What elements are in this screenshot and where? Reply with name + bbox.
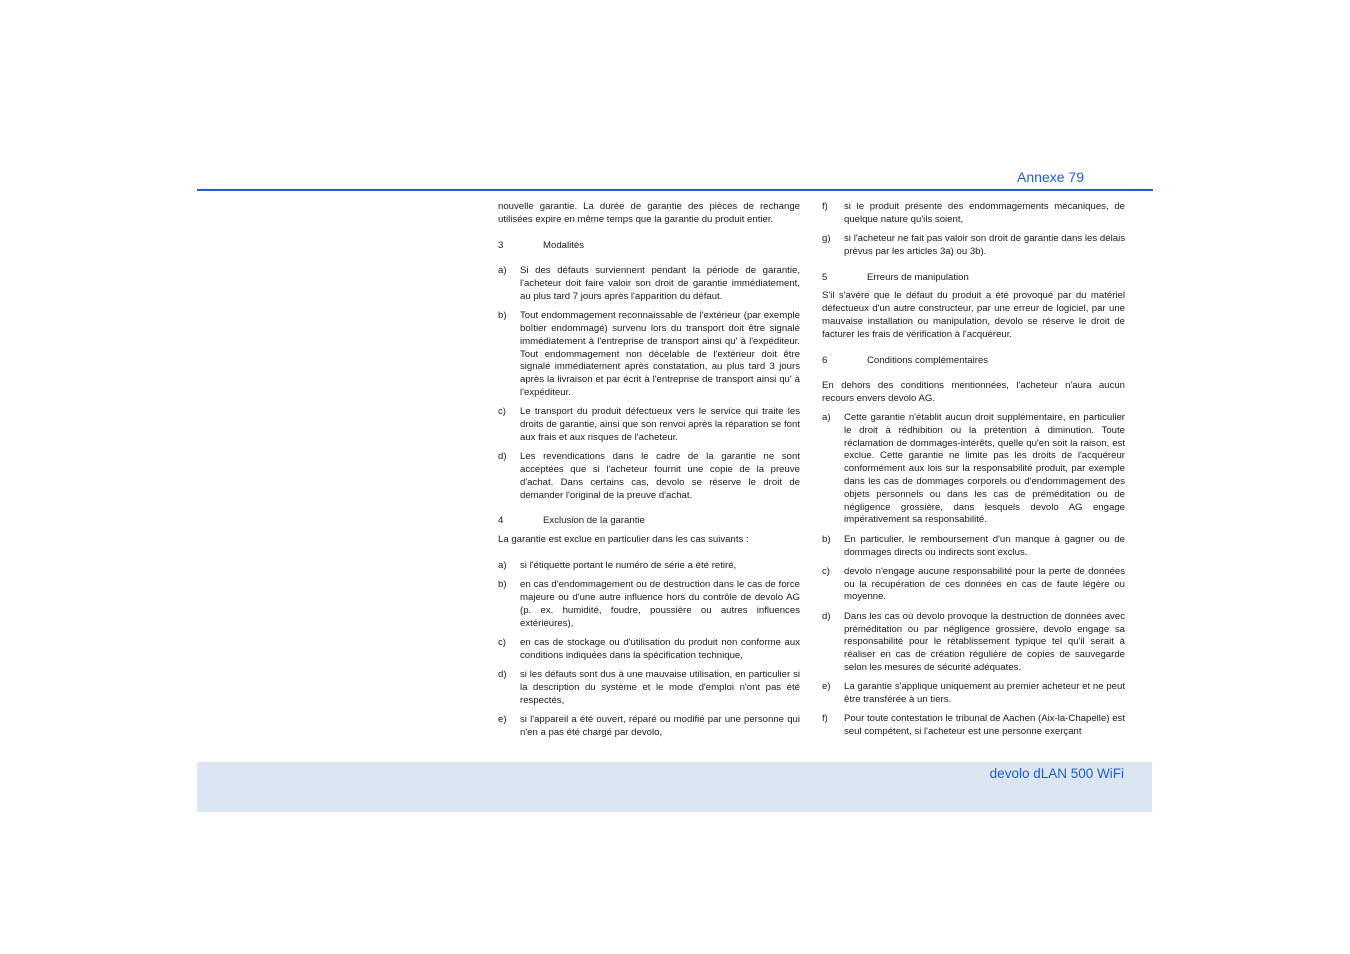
list-item-text: Si des défauts surviennent pendant la période de garantie, l'acheteur doit faire valoir son droit de garantie immédiatement, au plus tard 7 jours après l'apparition du défaut. xyxy=(520,265,800,302)
section-title: Conditions complémentaires xyxy=(867,354,989,366)
list-item-text: si le produit présente des endommagements mécaniques, de quelque nature qu'ils soient, xyxy=(844,201,1125,225)
list-item-text: Les revendications dans le cadre de la garantie ne sont acceptées que si l'acheteur fournit une copie de la preuve d'achat. Dans certains cas, devolo se réserve le droit de demander l'original de la preuve d'achat. xyxy=(520,451,800,501)
list-item-letter: e) xyxy=(822,681,831,693)
list-item xyxy=(822,534,1125,560)
list-item-text: si l'appareil a été ouvert, réparé ou modifié par une personne qui n'en a pas été chargé par devolo, xyxy=(520,714,800,738)
list-item xyxy=(822,201,1125,227)
section-heading-5 xyxy=(822,272,1125,285)
list-item-text: Dans les cas où devolo provoque la destruction de données avec préméditation ou par négligence grossière, devolo engage sa responsabilité pour le rétablissement typique tel qu'il serait à réaliser en cas de création régulière de copies de sauvegarde selon les mesures de sécurité adéquates. xyxy=(844,610,1125,673)
list-item xyxy=(498,637,800,663)
list-item-letter: d) xyxy=(498,451,507,463)
section-heading-6 xyxy=(822,355,1125,368)
section-6-list xyxy=(822,412,1125,739)
list-item-text: devolo n'engage aucune responsabilité pour la perte de données ou la récupération de ces données en cas de faute légère ou moyenne. xyxy=(844,565,1125,603)
intro-paragraph: nouvelle garantie. La durée de garantie des pièces de rechange utilisées expire en même temps que la garantie du produit entier. xyxy=(498,201,800,225)
list-item-text: Pour toute contestation le tribunal de Aachen (Aix-la-Chapelle) est seul compétent, si l'acheteur est une personne exerçant xyxy=(844,713,1125,738)
page-header-title: Annexe 79 xyxy=(1017,169,1084,185)
list-item-text: si l'étiquette portant le numéro de série a été retiré, xyxy=(520,560,737,572)
list-item-text: en cas de stockage ou d'utilisation du produit non conforme aux conditions indiquées dans la spécification technique, xyxy=(520,637,800,661)
section-number: 6 xyxy=(822,354,828,366)
header-rule xyxy=(197,189,1153,191)
list-item xyxy=(498,451,800,502)
section-heading-4 xyxy=(498,515,800,528)
list-item-letter: f) xyxy=(822,201,828,212)
section-4-list xyxy=(498,560,800,740)
section-4-intro: La garantie est exclue en particulier dans les cas suivants : xyxy=(498,534,749,546)
list-item-letter: f) xyxy=(822,713,828,725)
list-item xyxy=(822,713,1125,739)
right-column xyxy=(822,201,1125,745)
section-5-text: S'il s'avère que le défaut du produit a été provoqué par du matériel défectueux d'un autre constructeur, par une erreur de logiciel, par une mauvaise installation ou manipulation, devolo se réserve le droit de facturer les frais de vérification à l'acquéreur. xyxy=(822,290,1125,340)
footer-product-title: devolo dLAN 500 WiFi xyxy=(989,766,1124,781)
list-item-text: si les défauts sont dus à une mauvaise utilisation, en particulier si la description du système et le mode d'emploi n'ont pas été respectés, xyxy=(520,669,800,706)
section-title: Modalités xyxy=(543,239,585,251)
list-item-letter: c) xyxy=(822,565,830,577)
list-item xyxy=(498,406,800,444)
list-item xyxy=(822,412,1125,527)
list-item-text: Tout endommagement reconnaissable de l'extérieur (par exemple boîtier endommagé) survenu lors du transport doit être signalé immédiatement à l'entreprise de transport ainsi qu' à l'expéditeur. Tout endommagement non décelable de l'extérieur doit être signalé immédiatement après constatation, au plus tard 3 jours après la livraison et par écrit à l'entreprise de transport ainsi qu' à l'expéditeur. xyxy=(520,310,800,399)
list-item xyxy=(498,560,800,573)
list-item-letter: b) xyxy=(822,533,831,545)
section-number: 3 xyxy=(498,239,504,251)
section-3-list xyxy=(498,265,800,502)
list-item-letter: e) xyxy=(498,714,507,725)
list-item-letter: d) xyxy=(498,669,507,681)
list-item-letter: b) xyxy=(498,579,507,591)
section-heading-3 xyxy=(498,240,800,253)
left-column xyxy=(498,201,800,746)
list-item xyxy=(822,566,1125,604)
section-6-intro: En dehors des conditions mentionnées, l'acheteur n'aura aucun recours envers devolo AG. xyxy=(822,380,1125,405)
list-item xyxy=(822,681,1125,707)
section-4-list-continued xyxy=(822,201,1125,259)
list-item-text: La garantie s'applique uniquement au premier acheteur et ne peut être transférée à un tiers. xyxy=(844,681,1125,705)
list-item-letter: a) xyxy=(822,412,831,424)
section-title: Exclusion de la garantie xyxy=(543,515,645,527)
list-item-text: Le transport du produit défectueux vers le service qui traite les droits de garantie, ainsi que son renvoi après la réparation se font aux frais et aux risques de l'acheteur. xyxy=(520,406,800,443)
list-item-text: En particulier, le remboursement d'un manque à gagner ou de dommages directs ou indirects sont exclus. xyxy=(844,533,1125,558)
list-item xyxy=(822,233,1125,259)
list-item-letter: a) xyxy=(498,560,507,572)
list-item xyxy=(498,669,800,707)
list-item xyxy=(498,265,800,303)
list-item-text: Cette garantie n'établit aucun droit supplémentaire, en particulier le droit à rédhibition ou la prétention à diminution. Toute réclamation de dommages-intérêts, quelle qu'en soit la raison, est exclue. Cette garantie ne limite pas les droits de l'acquéreur conformément aux lois sur la responsabilité produit, par exemple dans les cas de dommages corporels ou d'endommagement des objets personnels ou dans les cas de préméditation ou de négligence grossière, dans lesquels devolo AG engage impérativement sa responsabilité. xyxy=(844,412,1125,526)
section-number: 5 xyxy=(822,271,828,283)
list-item-text: si l'acheteur ne fait pas valoir son droit de garantie dans les délais prévus par les articles 3a) ou 3b). xyxy=(844,233,1125,257)
list-item-letter: c) xyxy=(498,406,506,418)
list-item-letter: c) xyxy=(498,637,506,649)
list-item-letter: d) xyxy=(822,610,831,622)
section-number: 4 xyxy=(498,515,504,527)
list-item-text: en cas d'endommagement ou de destruction dans le cas de force majeure ou d'une autre influence hors du contrôle de devolo AG (p. ex. humidité, foudre, poussière ou autres influences extérieures), xyxy=(520,579,800,629)
list-item xyxy=(822,611,1125,675)
list-item xyxy=(498,714,800,740)
section-title: Erreurs de manipulation xyxy=(867,271,969,283)
list-item-letter: b) xyxy=(498,310,507,322)
list-item-letter: g) xyxy=(822,233,831,245)
list-item-letter: a) xyxy=(498,265,507,277)
list-item xyxy=(498,310,800,400)
list-item xyxy=(498,579,800,630)
